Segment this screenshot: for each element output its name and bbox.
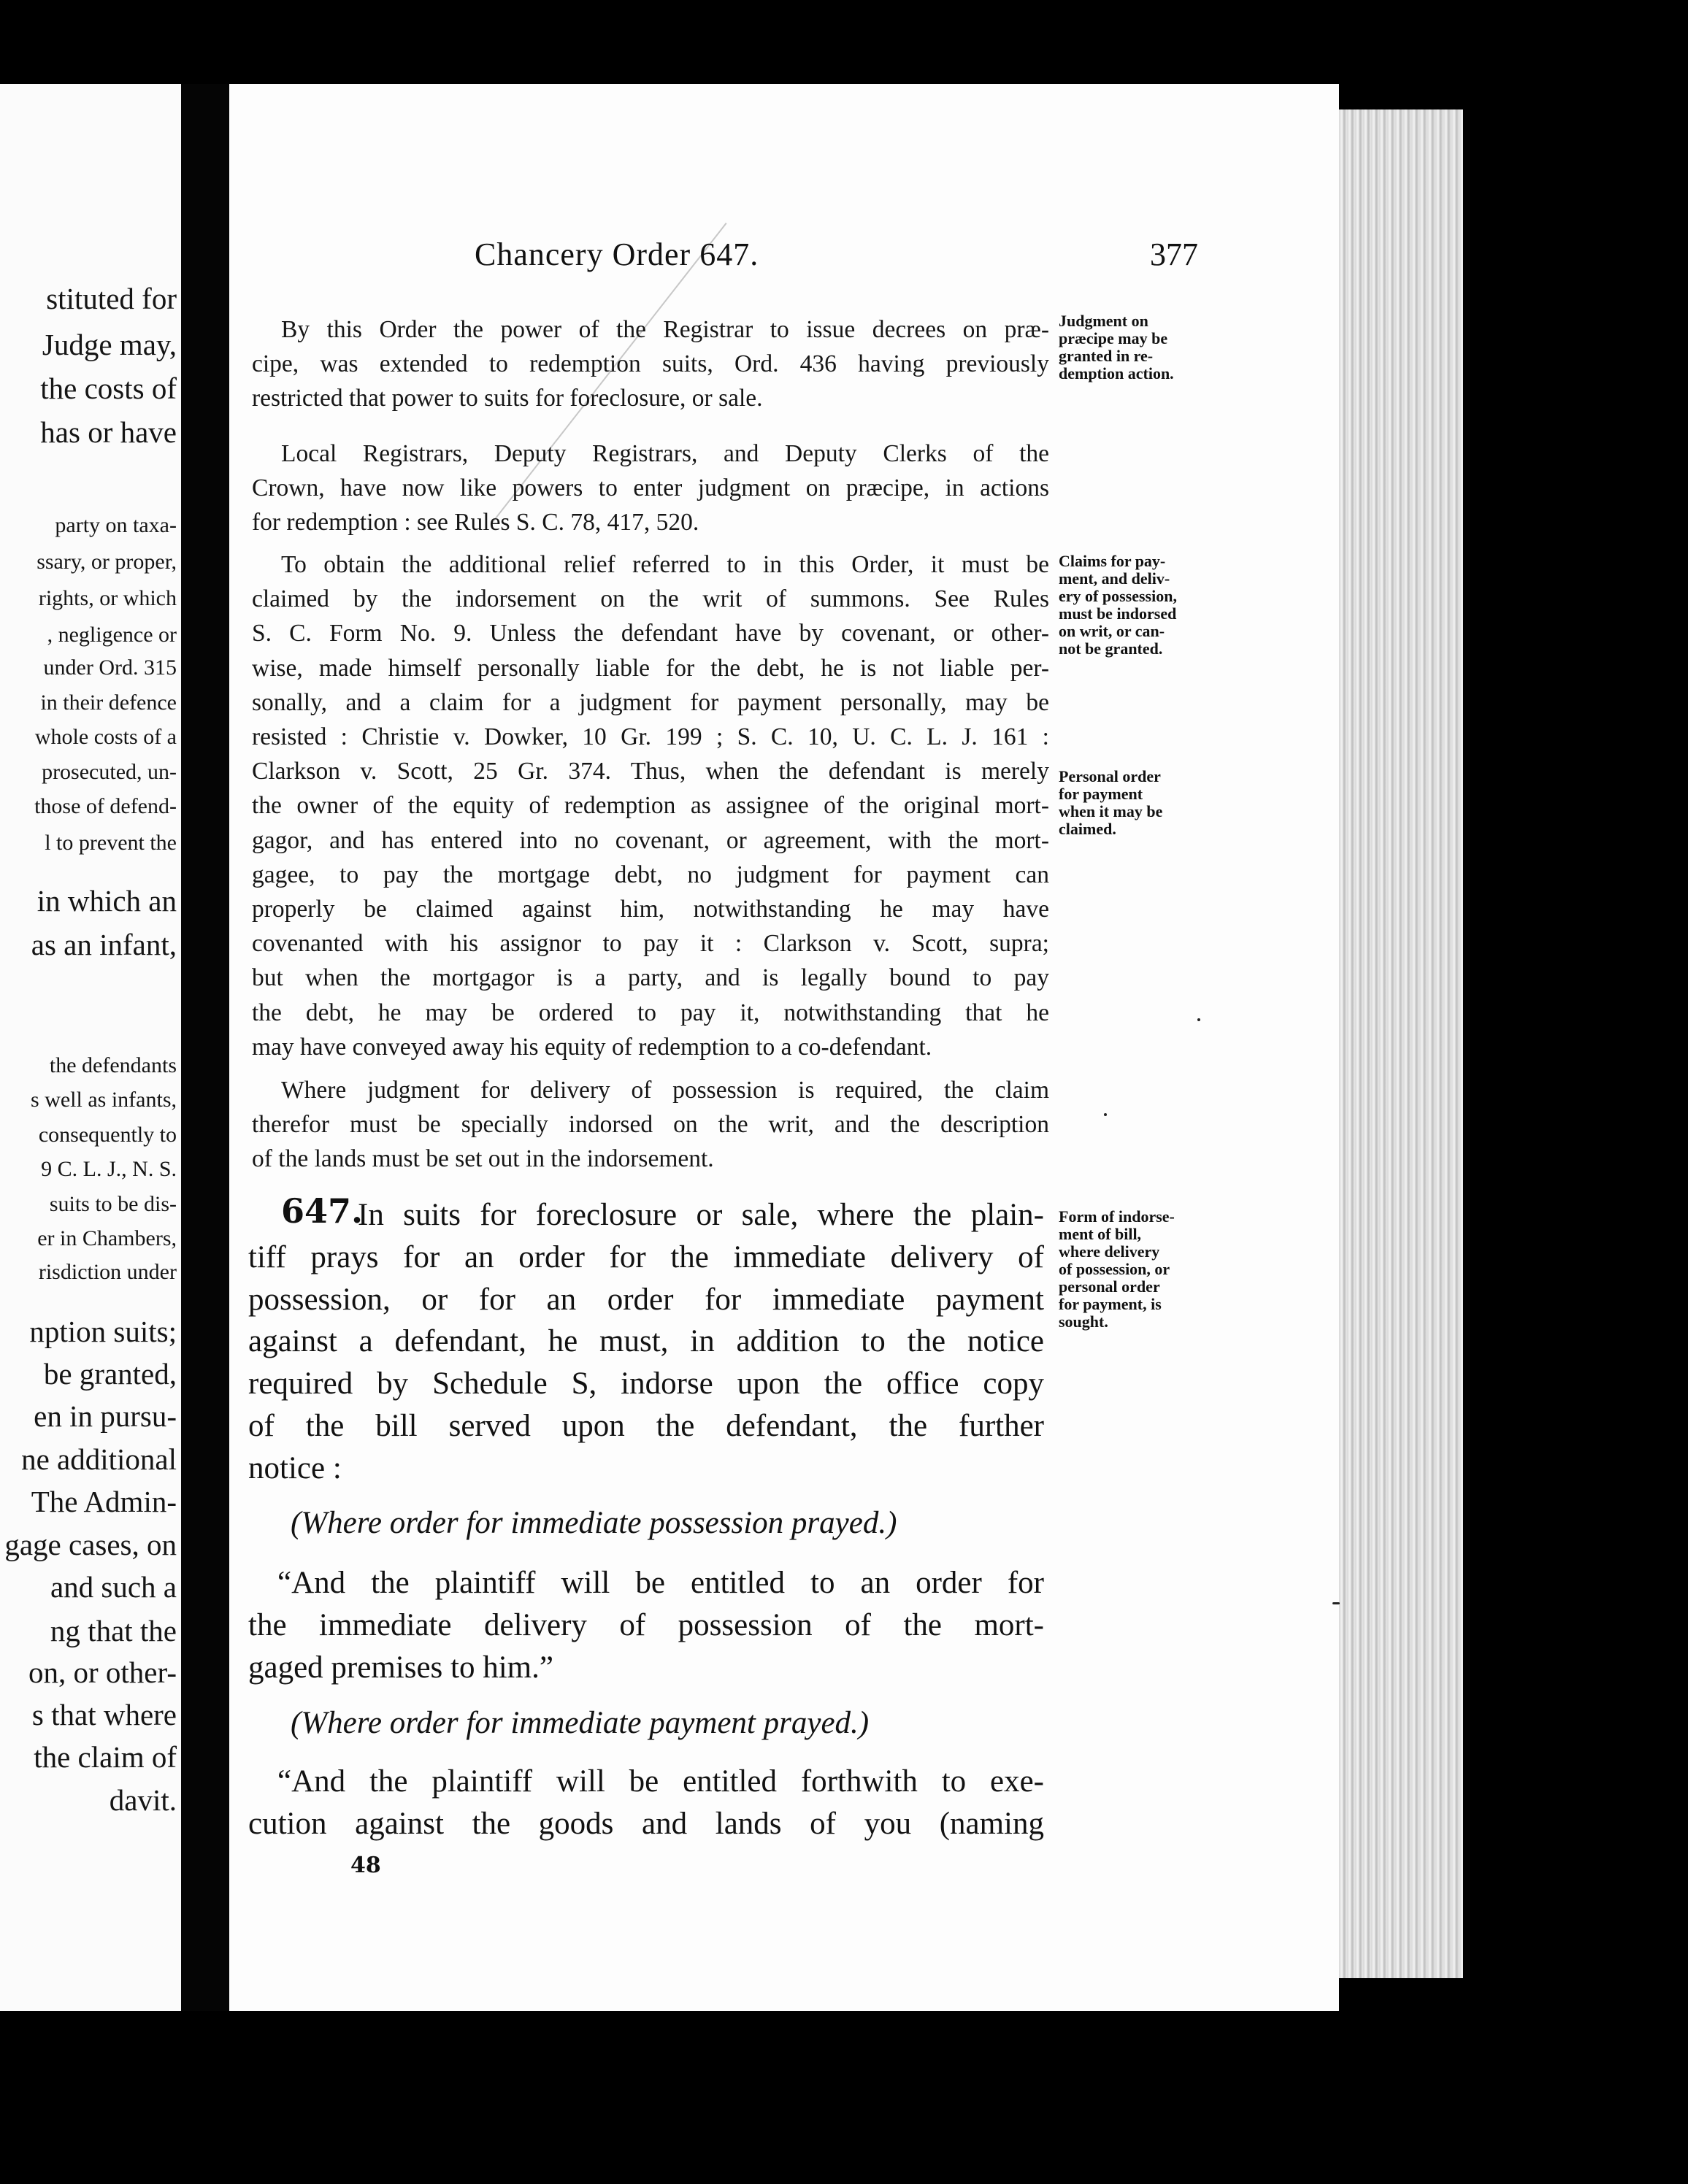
speck: [1332, 1602, 1340, 1604]
note-line: sonally, and a claim for a judgment for payment personally, may be: [252, 688, 1049, 716]
note-line: properly be claimed against him, notwithstanding he may have: [252, 896, 1049, 923]
note-line: Local Registrars, Deputy Registrars, and Deputy Clerks of the: [281, 440, 1049, 467]
left-page-line: ne additional: [21, 1442, 177, 1476]
order-text-line: notice :: [248, 1450, 342, 1485]
left-page-line: and such a: [50, 1570, 177, 1604]
left-page-line: ssary, or proper,: [37, 550, 177, 574]
left-page-line: risdiction under: [38, 1260, 177, 1284]
book-gutter: [181, 84, 229, 2011]
speck: [1104, 1113, 1107, 1116]
left-page-line: en in pursu-: [34, 1399, 177, 1433]
margin-note-line: personal order: [1059, 1277, 1160, 1296]
signature-mark: 48: [350, 1853, 381, 1878]
order-text-line: against a defendant, he must, in addition to the notice: [248, 1324, 1044, 1359]
left-page-line: in which an: [37, 884, 177, 918]
left-page-line: rights, or which: [38, 586, 177, 610]
left-page-line: whole costs of a: [34, 725, 177, 749]
margin-note-line: Claims for pay-: [1059, 552, 1166, 570]
margin-note-line: Personal order: [1059, 767, 1161, 785]
margin-note-line: on writ, or can-: [1059, 622, 1165, 640]
note-line: Clarkson v. Scott, 25 Gr. 374. Thus, when the defendant is merely: [252, 758, 1049, 785]
left-page-line: be granted,: [43, 1357, 177, 1391]
note-line: covenanted with his assignor to pay it : Clarkson v. Scott, supra;: [252, 930, 1049, 958]
left-page-line: consequently to: [38, 1123, 177, 1147]
left-page-line: party on taxa-: [55, 513, 177, 537]
order-text-line: required by Schedule S, indorse upon the office copy: [248, 1366, 1044, 1401]
margin-note-line: not be granted.: [1059, 639, 1163, 658]
possession-heading: (Where order for immediate possession prayed.): [291, 1506, 897, 1540]
margin-note-line: for payment: [1059, 785, 1143, 803]
left-page-line: er in Chambers,: [37, 1226, 177, 1250]
order-text-line: possession, or for an order for immediate payment: [248, 1282, 1044, 1317]
left-page-line: l to prevent the: [45, 831, 177, 855]
margin-note-line: ment, and deliv-: [1059, 569, 1170, 588]
left-page-line: those of defend-: [34, 794, 177, 818]
note-line: but when the mortgagor is a party, and is legally bound to pay: [252, 964, 1049, 992]
possession-quote-line: the immediate delivery of possession of the mort-: [248, 1608, 1044, 1642]
left-page-line: The Admin-: [31, 1485, 177, 1518]
left-page-line: has or have: [40, 415, 177, 449]
left-page-line: the claim of: [34, 1740, 177, 1774]
margin-note-line: must be indorsed: [1059, 604, 1177, 623]
page-number: 377: [1150, 237, 1198, 272]
margin-note-line: Judgment on: [1059, 312, 1148, 330]
payment-heading: (Where order for immediate payment prayed.): [291, 1706, 870, 1740]
payment-quote-line: cution against the goods and lands of you (naming: [248, 1807, 1044, 1841]
possession-quote-line: “And the plaintiff will be entitled to an order for: [277, 1566, 1044, 1600]
left-page-line: s that where: [31, 1698, 177, 1731]
left-page-line: the costs of: [40, 372, 177, 405]
left-page-line: s well as infants,: [31, 1088, 177, 1112]
margin-note-line: granted in re-: [1059, 347, 1154, 365]
note-line: S. C. Form No. 9. Unless the defendant have by covenant, or other-: [252, 620, 1049, 647]
note-line: gagor, and has entered into no covenant, or agreement, with the mort-: [252, 826, 1049, 854]
note-line: To obtain the additional relief referred to in this Order, it must be: [281, 551, 1049, 578]
possession-quote-line: gaged premises to him.”: [248, 1650, 553, 1685]
left-page-line: gage cases, on: [4, 1528, 177, 1561]
left-page-line: as an infant,: [31, 928, 177, 961]
note-line: resisted : Christie v. Dowker, 10 Gr. 199 ; S. C. 10, U. C. L. J. 161 :: [252, 723, 1049, 750]
margin-note-line: ment of bill,: [1059, 1225, 1142, 1243]
margin-note-line: sought.: [1059, 1312, 1108, 1331]
margin-note-line: where delivery: [1059, 1242, 1160, 1261]
order-text-line: of the bill served upon the defendant, the further: [248, 1409, 1044, 1443]
order-text-line: tiff prays for an order for the immediate delivery of: [248, 1239, 1044, 1274]
note-line: claimed by the indorsement on the writ of summons. See Rules: [252, 585, 1049, 613]
note-line: wise, made himself personally liable for the debt, he is not liable per-: [252, 654, 1049, 682]
note-line: Crown, have now like powers to enter judgment on præcipe, in actions: [252, 474, 1049, 502]
note-line: may have conveyed away his equity of redemption to a co-defendant.: [252, 1033, 932, 1061]
margin-note-line: for payment, is: [1059, 1295, 1162, 1313]
left-page-line: ng that the: [50, 1614, 177, 1647]
note-line: of the lands must be set out in the indorsement.: [252, 1145, 714, 1173]
margin-note-line: ery of possession,: [1059, 587, 1177, 605]
note-line: therefor must be specially indorsed on the writ, and the description: [252, 1111, 1049, 1139]
left-page-line: davit.: [109, 1783, 177, 1817]
order-text-line: In suits for foreclosure or sale, where the plain-: [358, 1198, 1044, 1232]
left-page-line: the defendants: [49, 1053, 177, 1077]
left-page-line: nption suits;: [29, 1315, 177, 1348]
left-page-line: 9 C. L. J., N. S.: [41, 1157, 177, 1181]
note-line: gagee, to pay the mortgage debt, no judgment for payment can: [252, 861, 1049, 888]
note-line: for redemption : see Rules S. C. 78, 417, 520.: [252, 509, 699, 537]
left-page-line: under Ord. 315: [43, 655, 177, 680]
margin-note-line: when it may be: [1059, 802, 1163, 820]
left-page-line: in their defence: [40, 691, 177, 715]
note-line: By this Order the power of the Registrar to issue decrees on præ-: [281, 316, 1049, 343]
page-edges: [1339, 109, 1463, 1978]
note-line: Where judgment for delivery of possession is required, the claim: [281, 1077, 1049, 1104]
order-number: 647.: [281, 1191, 364, 1231]
running-title: Chancery Order 647.: [475, 237, 759, 272]
margin-note-line: præcipe may be: [1059, 329, 1168, 347]
note-line: the owner of the equity of redemption as assignee of the original mort-: [252, 792, 1049, 820]
left-facing-page: [0, 84, 181, 2011]
left-page-line: stituted for: [46, 282, 177, 315]
margin-note-line: Form of indorse-: [1059, 1207, 1175, 1226]
margin-note-line: claimed.: [1059, 820, 1116, 838]
speck: [1197, 1018, 1200, 1021]
left-page-line: prosecuted, un-: [42, 760, 177, 784]
note-line: the debt, he may be ordered to pay it, notwithstanding that he: [252, 999, 1049, 1026]
left-page-line: suits to be dis-: [49, 1192, 177, 1216]
payment-quote-line: “And the plaintiff will be entitled forthwith to exe-: [277, 1764, 1044, 1799]
left-page-line: , negligence or: [47, 623, 177, 647]
note-line: restricted that power to suits for foreclosure, or sale.: [252, 385, 763, 412]
left-page-line: on, or other-: [28, 1656, 177, 1689]
note-line: cipe, was extended to redemption suits, Ord. 436 having previously: [252, 350, 1049, 378]
margin-note-line: of possession, or: [1059, 1260, 1170, 1278]
margin-note-line: demption action.: [1059, 364, 1174, 382]
left-page-line: Judge may,: [42, 328, 177, 361]
